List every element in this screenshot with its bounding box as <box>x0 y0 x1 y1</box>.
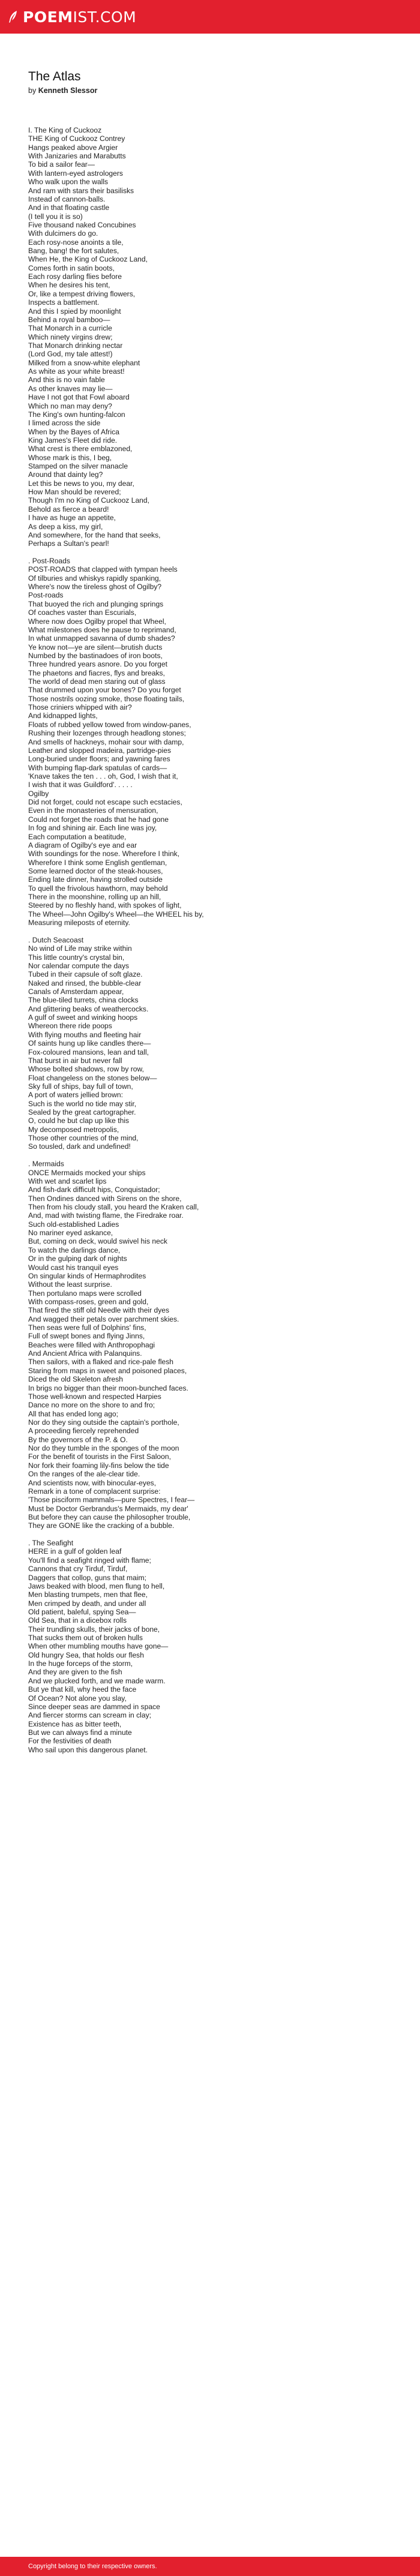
poem-line: When other mumbling mouths have gone— <box>28 1642 169 1651</box>
poem-line: As other knaves may lie— <box>28 384 113 393</box>
poem-line: Full of swept bones and flying Jinns, <box>28 1332 145 1341</box>
poem-line: To bid a sailor fear— <box>28 160 95 169</box>
poem-line: With flying mouths and fleeting hair <box>28 1030 142 1039</box>
poem-line: Each rosy darling flies before <box>28 272 122 281</box>
poem-line: Whereon there ride poops <box>28 1022 112 1031</box>
copyright-text: Copyright belong to their respective owners. <box>28 2563 157 2570</box>
poem-line: And fiercer storms can scream in clay; <box>28 1711 151 1720</box>
poem-line: All that has ended long ago; <box>28 1409 118 1418</box>
poem-line: In what unmapped savanna of dumb shades? <box>28 634 175 643</box>
poem-line: Let this be news to you, my dear, <box>28 479 134 488</box>
poem-title: The Atlas <box>28 70 81 83</box>
poem-line: With lantern-eyed astrologers <box>28 169 123 178</box>
poem-line: Since deeper seas are dammed in space <box>28 1702 160 1711</box>
poem-line: Dance no more on the shore to and fro; <box>28 1401 155 1410</box>
poem-line: A diagram of Ogilby's eye and ear <box>28 840 137 849</box>
poem-line: On the ranges of the ale-clear tide. <box>28 1470 140 1479</box>
poem-line: How Man should be revered; <box>28 488 121 497</box>
poem-line: The Wheel—John Ogilby's Wheel—the WHEEL his by, <box>28 909 204 918</box>
poem-line: I limed across the side <box>28 419 101 428</box>
poem-line: And we plucked forth, and we made warm. <box>28 1676 166 1685</box>
poem-line: And fish-dark difficult hips, Conquistador; <box>28 1185 160 1194</box>
poem-line: Old Sea, that in a dicebox rolls <box>28 1616 127 1625</box>
poem-line: Have I not got that Fowl aboard <box>28 393 130 402</box>
poem-line: 'Those pisciform mammals—pure Spectres, I fear— <box>28 1496 195 1505</box>
poem-line: Then portulano maps were scrolled <box>28 1289 142 1298</box>
poem-line: Wherefore I think some English gentleman, <box>28 858 167 867</box>
poem-line: The phaetons and fiacres, flys and breaks, <box>28 668 165 677</box>
poem-line: Rushing their lozenges through headlong stones; <box>28 729 186 738</box>
poem-line: And glittering beaks of weathercocks. <box>28 1004 149 1013</box>
poem-line: On singular kinds of Hermaphrodites <box>28 1271 146 1280</box>
poem-line: Whose bolted shadows, row by row, <box>28 1065 144 1074</box>
poem-line: Canals of Amsterdam appear, <box>28 987 124 996</box>
poem-line: Their trundling skulls, their jacks of bone, <box>28 1625 160 1634</box>
poem-line: Numbed by the bastinadoes of iron boots, <box>28 651 163 660</box>
poem-line: Nor do they sing outside the captain's porthole, <box>28 1418 179 1427</box>
poem-stanza <box>28 126 400 548</box>
poem-line: And they are given to the fish <box>28 1668 122 1677</box>
poem-line: The blue-tiled turrets, china clocks <box>28 996 139 1005</box>
poem-line: And Ancient Africa with Palanquins. <box>28 1349 142 1358</box>
poem-line: That sucks them out of broken hulls <box>28 1634 143 1643</box>
poem-line: Jaws beaked with blood, men flung to hell, <box>28 1581 165 1590</box>
poem-line: Of Ocean? Not alone you slay, <box>28 1694 127 1703</box>
site-logo-text: POEMIST.COM <box>23 8 137 26</box>
poem-line: Floats of rubbed yellow towed from window-panes, <box>28 720 191 729</box>
poem-line: Then sailors, with a flaked and rice-pale flesh <box>28 1358 173 1367</box>
poem-line: Which ninety virgins drew; <box>28 332 113 341</box>
poem-line: With dulcimers do go. <box>28 229 98 238</box>
poem-line: That fired the stiff old Needle with their dyes <box>28 1306 170 1315</box>
poem-line: Would cast his tranquil eyes <box>28 1263 119 1272</box>
poem-line: Behind a royal bamboo— <box>28 315 110 324</box>
poem-line: 'Knave takes the ten . . . oh, God, I wish that it, <box>28 771 178 780</box>
poem-line: And kidnapped lights, <box>28 711 98 720</box>
poem-line: Then seas were full of Dolphins' fins, <box>28 1323 146 1332</box>
poem-line: In fog and shining air. Each line was joy, <box>28 824 157 833</box>
poem-line: With compass-roses, green and gold, <box>28 1297 149 1306</box>
poem-line: Perhaps a Sultan's pearl! <box>28 539 109 548</box>
poem-line: Men crimped by death, and under all <box>28 1599 146 1608</box>
poem-line: For the festivities of death <box>28 1737 112 1746</box>
poem-line: Five thousand naked Concubines <box>28 220 136 229</box>
poem-line: What milestones does he pause to reprimand, <box>28 625 176 634</box>
poem-line: I. The King of Cuckooz <box>28 126 102 134</box>
poem-line: . Post-Roads <box>28 557 70 565</box>
poem-line: ONCE Mermaids mocked your ships <box>28 1168 146 1177</box>
poem-line: Whose mark is this, I beg, <box>28 453 112 462</box>
poem-line: With wet and scarlet lips <box>28 1176 107 1185</box>
poem-line: And ram with stars their basilisks <box>28 186 134 195</box>
poem-line: Ending late dinner, having strolled outside <box>28 875 163 884</box>
poem-line: . The Seafight <box>28 1539 74 1548</box>
poem-line: Ye know not—ye are silent—brutish ducts <box>28 643 163 651</box>
poem-line: But ye that kill, why heed the face <box>28 1685 137 1694</box>
poem-line: HERE in a gulf of golden leaf <box>28 1547 122 1556</box>
poem-line: Though I'm no King of Cuckooz Land, <box>28 496 149 505</box>
poem-line: That buoyed the rich and plunging springs <box>28 599 164 608</box>
poem-line: Then from his cloudy stall, you heard the Kraken call, <box>28 1203 199 1212</box>
poem-line: Or in the gulping dark of nights <box>28 1254 127 1263</box>
poem-line: Of tilburies and whiskys rapidly spanking, <box>28 574 161 583</box>
poem-line: And wagged their petals over parchment skies. <box>28 1314 179 1323</box>
poem-stanza <box>28 936 400 1151</box>
poem-line: With bumping flap-dark spatulas of cards— <box>28 763 167 772</box>
poem-line: Those other countries of the mind, <box>28 1134 139 1143</box>
poem-line: And, mad with twisting flame, the Firedrake roar. <box>28 1211 184 1220</box>
poem-line: Behold as fierce a beard! <box>28 505 109 514</box>
poem-line: Sky full of ships, bay full of town, <box>28 1082 133 1091</box>
poem-line: A gulf of sweet and winking hoops <box>28 1013 138 1022</box>
poem-line: For the benefit of tourists in the First Saloon, <box>28 1452 171 1461</box>
poem-line: Each rosy-nose anoints a tile, <box>28 238 124 247</box>
poem-line: Who walk upon the walls <box>28 178 109 187</box>
poem-line: Some learned doctor of the steak-houses, <box>28 866 163 875</box>
poem-line: Stamped on the silver manacle <box>28 462 128 471</box>
poem-content <box>0 34 400 1754</box>
poem-line: Bang, bang! the fort salutes, <box>28 247 119 256</box>
poem-line: There in the moonshine, rolling up an hill, <box>28 893 161 902</box>
quill-pen-icon <box>7 10 19 23</box>
poem-line: Leather and slopped madeira, partridge-pies <box>28 746 171 755</box>
poem-line: King James's Fleet did ride. <box>28 436 118 445</box>
poem-line: No wind of Life may strike within <box>28 944 132 953</box>
poem-line: Even in the monasteries of mensuration, <box>28 806 158 815</box>
poem-line: Such old-established Ladies <box>28 1220 119 1229</box>
poem-line: (I tell you it is so) <box>28 212 83 221</box>
poem-line: When by the Bayes of Africa <box>28 427 119 436</box>
poem-line: Diced the old Skeleton afresh <box>28 1375 123 1384</box>
poem-line: Must be Doctor Gerbrandus's Mermaids, my dear' <box>28 1504 188 1513</box>
poem-line: Did not forget, could not escape such ecstacies, <box>28 798 182 807</box>
poem-line: This little country's crystal bin, <box>28 953 125 962</box>
poem-line: Cannons that cry Tirduf, Tirduf, <box>28 1565 128 1574</box>
site-logo[interactable] <box>7 8 136 26</box>
poem-line: A port of waters jellied brown: <box>28 1091 123 1100</box>
poem-line: Inspects a battlement. <box>28 298 100 307</box>
poem-line: Of saints hung up like candles there— <box>28 1039 151 1048</box>
poem-line: Float changeless on the stones below— <box>28 1073 157 1082</box>
poem-line: But, coming on deck, would swivel his neck <box>28 1237 167 1246</box>
poem-line: Of coaches vaster than Escurials, <box>28 608 137 617</box>
poem-line: Three hundred years asnore. Do you forget <box>28 660 167 669</box>
poem-line: Comes forth in satin boots, <box>28 263 115 272</box>
poem-line: THE King of Cuckooz Contrey <box>28 134 125 143</box>
poem-line: To quell the frivolous hawthorn, may behold <box>28 884 168 893</box>
poem-line: In the huge forceps of the storm, <box>28 1659 133 1668</box>
poem-line: Staring from maps in sweet and poisoned places, <box>28 1366 187 1375</box>
poem-line: So tousled, dark and undefined! <box>28 1142 131 1151</box>
poem-line: That drummed upon your bones? Do you forget <box>28 686 181 695</box>
poem-line: Each computation a beatitude, <box>28 832 127 841</box>
poem-line: My decomposed metropolis, <box>28 1125 119 1134</box>
poem-line: And somewhere, for the hand that seeks, <box>28 530 161 539</box>
poem-line: . Dutch Seacoast <box>28 935 84 944</box>
poem-line: In brigs no bigger than their moon-bunched faces. <box>28 1383 188 1392</box>
poem-line: When he desires his tent, <box>28 281 110 290</box>
poem-line: Those well-known and respected Harpies <box>28 1392 161 1401</box>
poem-line: A proceeding fiercely reprehended <box>28 1427 139 1436</box>
poem-line: Steered by no fleshly hand, with spokes of light, <box>28 901 182 910</box>
poem-line: You'll find a seafight ringed with flame; <box>28 1556 151 1565</box>
poem-line: The world of dead men staring out of glass <box>28 677 166 686</box>
poem-line: What crest is there emblazoned, <box>28 445 133 454</box>
poem-line: . Mermaids <box>28 1160 64 1169</box>
poem-line: To watch the darlings dance, <box>28 1245 121 1254</box>
poem-line: Who sail upon this dangerous planet. <box>28 1745 148 1754</box>
poem-stanza <box>28 1160 400 1530</box>
poem-line: Sealed by the great cartographer. <box>28 1108 136 1117</box>
poem-line: As white as your white breast! <box>28 367 125 376</box>
by-label: by <box>28 86 37 95</box>
poem-line: Then Ondines danced with Sirens on the shore, <box>28 1194 182 1203</box>
poem-line: I have as huge an appetite, <box>28 514 116 523</box>
poem-line: But we can always find a minute <box>28 1728 132 1737</box>
poem-line: Old patient, baleful, spying Sea— <box>28 1607 136 1616</box>
poem-line: Post-roads <box>28 591 64 600</box>
poem-line: And in that floating castle <box>28 203 110 212</box>
poem-stanza <box>28 1539 400 1754</box>
poem-line: And scientists now, with binocular-eyes, <box>28 1478 157 1487</box>
poem-line: Those nostrils oozing smoke, those floating tails, <box>28 694 185 703</box>
poem-line: That Monarch in a curricle <box>28 324 112 333</box>
poem-line: Existence has as bitter teeth, <box>28 1719 122 1728</box>
poem-line: That Monarch drinking nectar <box>28 341 123 350</box>
poem-line: With Janizaries and Marabutts <box>28 152 126 161</box>
poem-line: (Lord God, my tale attest!) <box>28 350 113 359</box>
poem-line: Fox-coloured mansions, lean and tall, <box>28 1047 149 1056</box>
poem-line: And smells of hackneys, mohair sour with damp, <box>28 737 184 746</box>
poem-line: Where now does Ogilby propel that Wheel, <box>28 617 166 626</box>
poem-line: I wish that it was Guildford'. . . . . <box>28 780 133 789</box>
poem-line: Nor calendar compute the days <box>28 961 130 970</box>
poem-line: Long-buried under floors; and yawning fares <box>28 755 170 764</box>
poem-line: And this I spied by moonlight <box>28 307 121 316</box>
poem-line: They are GONE like the cracking of a bubble. <box>28 1521 175 1530</box>
poem-line: And this is no vain fable <box>28 376 105 385</box>
poem-author <box>28 86 400 95</box>
poem-line: Nor fork their foaming lily-fins below the tide <box>28 1461 169 1470</box>
poem-body <box>28 126 400 1754</box>
poem-line: Milked from a snow-white elephant <box>28 358 140 367</box>
poem-line: When He, the King of Cuckooz Land, <box>28 255 148 264</box>
poem-line: With soundings for the nose. Wherefore I think, <box>28 849 180 858</box>
poem-line: That burst in air but never fall <box>28 1056 122 1065</box>
poem-line: Which no man may deny? <box>28 401 112 410</box>
poem-line: As deep a kiss, my girl, <box>28 522 103 531</box>
poem-line: Around that dainty leg? <box>28 470 103 479</box>
author-link[interactable]: Kenneth Slessor <box>38 86 98 95</box>
poem-line: Could not forget the roads that he had gone <box>28 815 169 824</box>
poem-stanza <box>28 557 400 927</box>
poem-line: Old hungry Sea, that holds our flesh <box>28 1650 144 1659</box>
poem-line: Measuring mileposts of eternity. <box>28 918 130 927</box>
poem-line: Instead of cannon-balls. <box>28 194 106 203</box>
poem-line: Hangs peaked above Argier <box>28 143 118 152</box>
top-bar <box>0 0 420 34</box>
poem-line: No mariner eyed askance, <box>28 1229 113 1238</box>
poem-line: O, could he but clap up like this <box>28 1116 130 1125</box>
poem-line: Beaches were filled with Anthropophagi <box>28 1340 155 1349</box>
poem-line: Men blasting trumpets, men that flee, <box>28 1590 148 1599</box>
poem-line: Remark in a tone of complacent surprise: <box>28 1487 161 1496</box>
poem-line: Or, like a tempest driving flowers, <box>28 289 136 298</box>
poem-line: Those criniers whipped with air? <box>28 703 132 712</box>
poem-line: Tubed in their capsule of soft glaze. <box>28 970 143 979</box>
poem-line: By the governors of the P. & O. <box>28 1435 128 1444</box>
poem-line: Daggers that collop, guns that maim; <box>28 1573 146 1582</box>
poem-line: Where's now the tireless ghost of Ogilby? <box>28 583 162 592</box>
poem-line: Without the least surprise. <box>28 1280 112 1289</box>
poem-line: The King's own hunting-falcon <box>28 410 125 419</box>
poem-line: But before they can cause the philosopher trouble, <box>28 1512 191 1521</box>
poem-line: Ogilby <box>28 789 49 798</box>
poem-line: Naked and rinsed, the bubble-clear <box>28 978 142 987</box>
footer <box>0 2557 420 2576</box>
poem-line: POST-ROADS that clapped with tympan heels <box>28 565 178 574</box>
poem-line: Nor do they tumble in the sponges of the moon <box>28 1444 179 1453</box>
poem-line: Such is the world no tide may stir, <box>28 1099 137 1108</box>
